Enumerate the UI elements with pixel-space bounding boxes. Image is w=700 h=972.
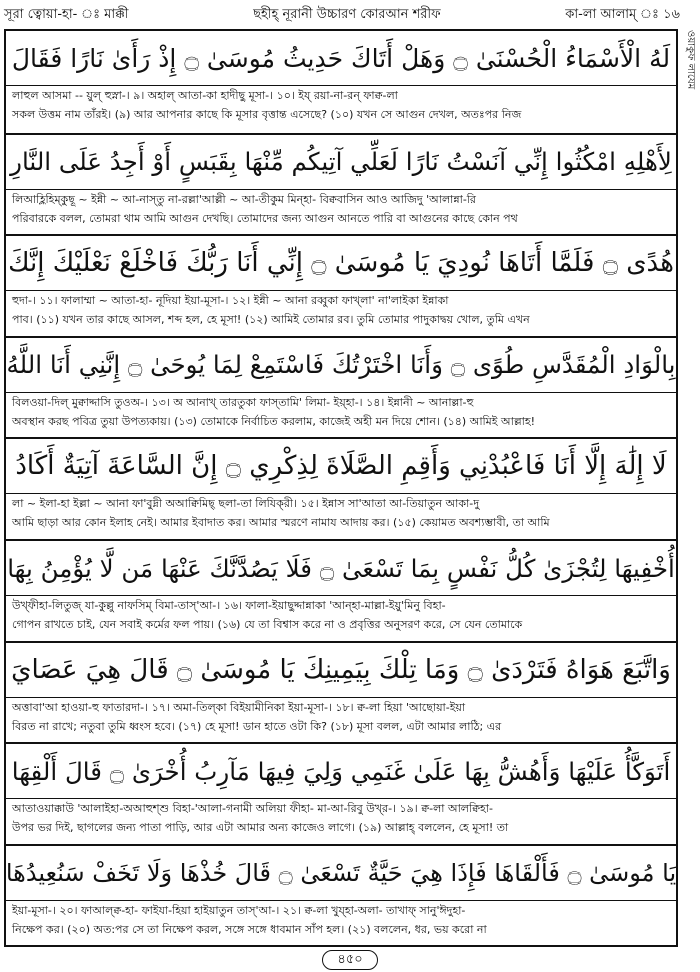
page-header [4,2,680,28]
transliteration-text: লাহুল আসমা -- য়ুল্ হুস্না-। ৯। অহাল্ আতা-কা হাদীছু মূসা-। ১০। ইয্ রয়া-না-রন্ ফাক্ব-লা [12,89,398,102]
meaning-text: বিরত না রাখে; নতুবা তুমি ধ্বংস হবে। (১৭) হে মূসা! ডান হাতে ওটা কি? (১৮) মূসা বলল, এটা আমার লাঠি; এর [12,719,502,733]
verse-block [6,844,676,946]
verse-block [6,641,676,743]
meaning-text: গোপন রাখতে চাই, যেন সবাই কর্মের ফল পায়। (১৬) যে তা বিশ্বাস করে না ও প্রবৃত্তির অনুসরণ করে, সে যেন তোমাকে [12,618,523,631]
verse-block [6,336,676,438]
transliteration-text: বিলওয়া-দিল্ মুক্বাদ্দাসি তুওঅ-। ১৩। অ আনাখ্ তারতুকা ফাস্‌তামি' লিমা- ইয়্হা-। ১৪। ইন্নানী ~ আনাল্লা-হু [12,395,474,409]
transliteration-text: উখ্‌ফীহা-লিতুজ্ যা-কুল্লু নাফসিম্ বিমা-তাস্'আ-। ১৬। ফালা-ইয়াছুদ্দান্নাকা 'আন্হা-মাল্লা-ইয়ু'মিনু বিহা- [12,599,446,612]
meaning-text: পাব। (১১) যখন তার কাছে আসল, শব্দ হল, হে মূসা! (১২) আমিই তোমার রব। তুমি তোমার পাদুকাদ্বয় খোল, তুমি এখন [12,313,530,327]
transliteration-text: আতাওয়াক্কাউ 'আলাইহা-অআহুশ্‌শু বিহা-'আলা-গনামী অলিয়া ফীহা- মা-আ-রিবু উখ্‌র-। ১৯। ক্ব-লা আলক্বিহা- [12,802,493,816]
meaning-text: উপর ভর দিই, ছাগলের জন্য পাতা পাড়ি, আর এটা আমার অন্য কাজেও লাগে। (১৯) আল্লাহ্ বললেন, হে মূসা! তা [12,821,509,835]
transliteration-text: অত্তাবা'আ হাওয়া-হু ফাতারদা-। ১৭। অমা-তিল্‌কা বিইয়ামীনিকা ইয়া-মূসা-। ১৮। ক্ব-লা হিয়া 'আছোয়া-ইয়া [12,700,466,714]
arabic-text: هُدًى ۝ فَلَمَّا أَتَاهَا نُودِيَ يَا مُوسَىٰ ۝ إِنِّي أَنَا رَبُّكَ فَاخْلَعْ نَعْلَيْكَ إِنَّكَ [6,236,676,291]
verse-block [6,31,676,133]
page-footer [0,949,700,971]
transliteration-text: ইয়া-মূসা-। ২০। ফাআল্‌ক্ব-হা- ফাইযা-হিয়া হাইয়াতুন তাস্'আ-। ২১। ক্ব-লা খুয্‌হা-অলা- তাখাফ্ সানু'ঈদুহা- [12,903,466,917]
meaning-text: আমি ছাড়া আর কোন ইলাহ নেই। আমার ইবাদাত কর। আমার স্মরণে নামায আদায় কর। (১৫) কেয়ামত অবশ্যম্ভাবী, তা আমি [12,516,550,530]
arabic-text: لَا إِلَٰهَ إِلَّا أَنَا فَاعْبُدْنِي وَأَقِمِ الصَّلَاةَ لِذِكْرِي ۝ إِنَّ السَّاعَةَ آتِيَةٌ أَكَادُ [6,439,676,494]
para-name: কা-লা আলাম্ ঃ ১৬ [565,6,680,22]
verse-block [6,742,676,844]
arabic-text: وَاتَّبَعَ هَوَاهُ فَتَرْدَىٰ ۝ وَمَا تِلْكَ بِيَمِينِكَ يَا مُوسَىٰ ۝ قَالَ هِيَ عَصَايَ [6,643,676,698]
meaning-text: অবস্থান করছ পবিত্র তুয়া উপত্যকায়। (১৩) তোমাকে নির্বাচিত করলাম, কাজেই অহী মন দিয়ে শোন। (১৪) আমিই আল্লাহ! [12,414,536,428]
arabic-text: أُخْفِيهَا لِتُجْزَىٰ كُلُّ نَفْسٍ بِمَا تَسْعَىٰ ۝ فَلَا يَصُدَّنَّكَ عَنْهَا مَن لَّا يُؤْمِنُ بِهَا [6,541,676,596]
meaning-text: সকল উত্তম নাম তাঁরই। (৯) আর আপনার কাছে কি মূসার বৃত্তান্ত এসেছে? (১০) যখন সে আগুন দেখল, অতঃপর নিজ [12,108,522,121]
arabic-text: لَهُ الْأَسْمَاءُ الْحُسْنَىٰ ۝ وَهَلْ أَتَاكَ حَدِيثُ مُوسَىٰ ۝ إِذْ رَأَىٰ نَارًا فَقَالَ [6,31,676,86]
transliteration-text: হুদা-। ১১। ফালাম্মা ~ আতা-হা- নূদিয়া ইয়া-মূসা-। ১২। ইন্নী ~ আনা রব্বুকা ফাখ্লা' না'লাইকা ইন্নাকা [12,294,449,308]
meaning-text: পরিবারকে বলল, তোমরা থাম আমি আগুন দেখছি। তোমাদের জন্য আগুন আনতে পারি বা আগুনের কাছে কোন পথ [12,211,518,225]
transliteration-text: লিআহ্লিহিম্কুছূ ~ ইন্নী ~ আ-নাস্‌তু না-রল্লা'আল্লী ~ আ-তীকুম মিন্হা- বিক্ববাসিন আও আজিদু 'আলান্না-রি [12,192,476,206]
arabic-text: يَا مُوسَىٰ ۝ فَأَلْقَاهَا فَإِذَا هِيَ حَيَّةٌ تَسْعَىٰ ۝ قَالَ خُذْهَا وَلَا تَخَفْ سَنُعِيدُهَا [6,846,676,901]
meaning-text: নিক্ষেপ কর। (২০) অত:পর সে তা নিক্ষেপ করল, সঙ্গে সঙ্গে ধাবমান সাঁপ হল। (২১) বললেন, ধর, ভয় করো না [12,922,487,936]
verse-block [6,437,676,539]
verse-block [6,234,676,336]
arabic-text: أَتَوَكَّأُ عَلَيْهَا وَأَهُشُّ بِهَا عَلَىٰ غَنَمِي وَلِيَ فِيهَا مَآرِبُ أُخْرَىٰ ۝ قَالَ أَلْقِهَا [6,744,676,799]
arabic-text: لِأَهْلِهِ امْكُثُوا إِنِّي آنَسْتُ نَارًا لَعَلِّي آتِيكُم مِّنْهَا بِقَبَسٍ أَوْ أَجِدُ عَلَى النَّارِ [6,135,676,190]
waqf-side-label: ওয়াকুফ লাযেম [685,30,696,90]
verse-block [6,133,676,235]
arabic-text: بِالْوَادِ الْمُقَدَّسِ طُوًى ۝ وَأَنَا اخْتَرْتُكَ فَاسْتَمِعْ لِمَا يُوحَىٰ ۝ إِنَّنِي أَنَا اللَّهُ [6,338,676,393]
page-number: ৪৫০ [322,950,377,970]
surah-name: সূরা ত্বোয়া-হা- ঃ মাক্কী [4,6,129,22]
book-title: ছহীহ্ নূরানী উচ্চারণ কোরআন শরীফ [253,6,441,22]
transliteration-text: লা ~ ইলা-হা ইল্লা ~ আনা ফা'বুদ্নী অআক্বিমিছ্ ছলা-তা লিযিক্‌রী। ১৫। ইন্নাস সা'আতা আ-তিয়াতুন আকা-দু [12,497,480,511]
verse-block [6,539,676,641]
